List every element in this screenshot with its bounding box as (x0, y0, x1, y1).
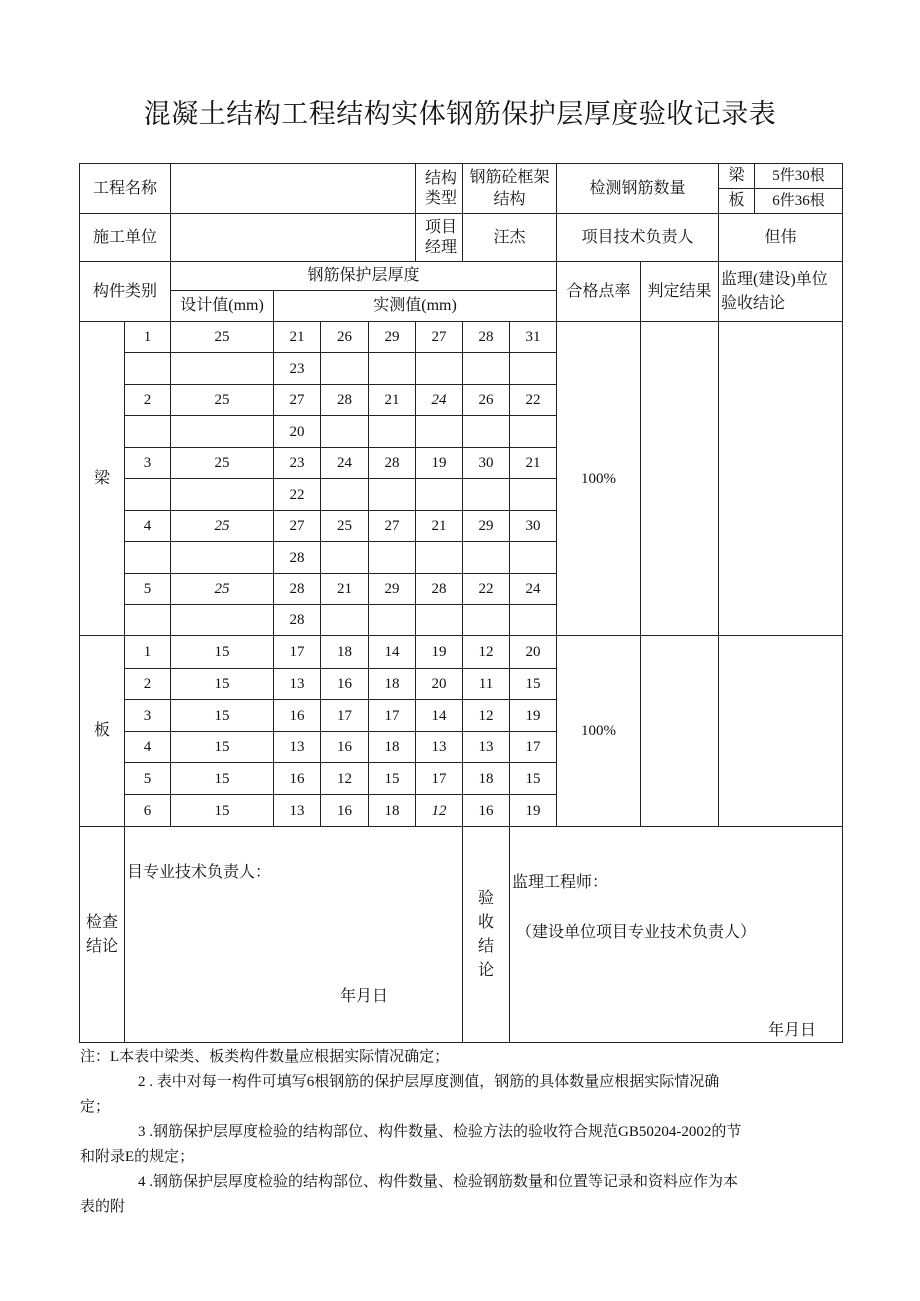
slab-count-value: 6件36根 (772, 193, 825, 209)
measured-value: 13 (274, 795, 321, 827)
measured-value (463, 605, 510, 636)
measured-value: 13 (463, 732, 510, 763)
measured-value: 28 (321, 385, 369, 416)
design-value (171, 353, 274, 385)
design-value: 15 (171, 732, 274, 763)
measured-value: 19 (416, 636, 463, 669)
measured-value: 26 (463, 385, 510, 416)
measured-value: 27 (274, 511, 321, 542)
member-number: 6 (125, 795, 171, 827)
contractor-value (171, 214, 416, 262)
measured-value: 30 (510, 511, 557, 542)
measured-value: 30 (463, 448, 510, 479)
member-number: 2 (125, 669, 171, 700)
check-conclusion-label: 检查结论 (80, 827, 125, 1043)
acceptance-conclusion-cell (510, 827, 843, 1043)
measured-value: 22 (463, 574, 510, 605)
measured-value: 28 (274, 574, 321, 605)
design-value-header: 设计值(mm) (171, 291, 274, 322)
measured-value: 28 (274, 605, 321, 636)
measured-value (463, 353, 510, 385)
measured-value (369, 479, 416, 511)
note-line: 注：L本表中梁类、板类构件数量应根据实际情况确定； (80, 1049, 450, 1065)
measured-value: 22 (510, 385, 557, 416)
table-row (80, 322, 843, 353)
measured-value: 18 (321, 636, 369, 669)
slab-category-label: 板 (80, 636, 125, 827)
design-value: 25 (171, 322, 274, 353)
measured-value: 17 (510, 732, 557, 763)
member-number: 2 (125, 385, 171, 416)
measured-value (416, 479, 463, 511)
measured-value: 24 (510, 574, 557, 605)
measured-value: 27 (416, 322, 463, 353)
measured-value: 13 (274, 732, 321, 763)
design-value: 15 (171, 636, 274, 669)
beam-judgement (641, 322, 719, 636)
measured-value: 21 (321, 574, 369, 605)
pass-rate-header: 合格点率 (557, 262, 641, 322)
member-number (125, 605, 171, 636)
measured-value: 31 (510, 322, 557, 353)
beam-count-label: 梁 (719, 164, 755, 188)
measured-value (463, 479, 510, 511)
measured-value: 21 (274, 322, 321, 353)
measured-value (416, 542, 463, 574)
date-right: 年月日 (768, 1022, 817, 1039)
measured-value: 21 (369, 385, 416, 416)
measured-value: 12 (463, 700, 510, 732)
measured-value: 28 (369, 448, 416, 479)
measured-value: 19 (510, 700, 557, 732)
beam-supervisor-conclusion (719, 322, 843, 636)
design-value (171, 542, 274, 574)
measured-value: 17 (369, 700, 416, 732)
pm-label: 项目经理 (416, 214, 463, 262)
slab-pass-rate: 100% (557, 636, 641, 827)
tech-lead-value: 但伟 (719, 214, 843, 262)
measured-value: 29 (463, 511, 510, 542)
member-number: 5 (125, 763, 171, 795)
date-left: 年月日 (340, 988, 389, 1005)
measured-value: 15 (369, 763, 416, 795)
measured-value: 17 (321, 700, 369, 732)
table-row (80, 636, 843, 669)
measured-value (369, 605, 416, 636)
page-title: 混凝土结构工程结构实体钢筋保护层厚度验收记录表 (143, 99, 777, 129)
measured-value: 14 (416, 700, 463, 732)
measured-value: 20 (274, 416, 321, 448)
measured-value: 12 (416, 795, 463, 827)
measured-value: 13 (274, 669, 321, 700)
judgement-header: 判定结果 (641, 262, 719, 322)
measured-value: 29 (369, 322, 416, 353)
measured-value (416, 605, 463, 636)
member-number (125, 542, 171, 574)
measured-value: 16 (321, 795, 369, 827)
measured-value-header: 实测值(mm) (274, 291, 557, 322)
beam-category-label: 梁 (80, 322, 125, 636)
note-line: 3 .钢筋保护层厚度检验的结构部位、构件数量、检验方法的验收符合规范GB50204-2002的节 (138, 1124, 742, 1140)
design-value (171, 605, 274, 636)
measured-value: 18 (463, 763, 510, 795)
design-value: 25 (171, 385, 274, 416)
structure-type-label: 结构类型 (416, 164, 463, 214)
owner-sign-label: （建设单位项目专业技术负责人） (516, 924, 757, 941)
measured-value: 28 (463, 322, 510, 353)
measured-value: 15 (510, 669, 557, 700)
measured-value (416, 416, 463, 448)
design-value: 15 (171, 763, 274, 795)
measured-value (510, 416, 557, 448)
measured-value: 19 (510, 795, 557, 827)
measured-value: 16 (274, 763, 321, 795)
note-line: 表的附 (80, 1199, 126, 1215)
measured-value: 16 (321, 669, 369, 700)
structure-type-value: 钢筋砼框架结构 (463, 164, 557, 214)
measured-value: 27 (369, 511, 416, 542)
member-number (125, 416, 171, 448)
member-number: 5 (125, 574, 171, 605)
project-name-label: 工程名称 (80, 164, 171, 214)
slab-supervisor-conclusion (719, 636, 843, 827)
notes (80, 1045, 840, 1220)
member-number: 4 (125, 732, 171, 763)
acceptance-conclusion-label: 验收结论 (463, 827, 510, 1043)
measured-value: 20 (510, 636, 557, 669)
beam-count-cell (719, 164, 843, 189)
measured-value: 25 (321, 511, 369, 542)
supervisor-conclusion-header: 监理(建设)单位验收结论 (719, 262, 843, 322)
slab-count-label: 板 (719, 189, 755, 213)
measured-value: 18 (369, 732, 416, 763)
member-number (125, 479, 171, 511)
measured-value: 18 (369, 669, 416, 700)
measured-value (321, 605, 369, 636)
measured-value: 24 (321, 448, 369, 479)
note-line: 4 .钢筋保护层厚度检验的结构部位、构件数量、检验钢筋数量和位置等记录和资料应作为本 (138, 1174, 739, 1190)
design-value (171, 479, 274, 511)
tech-lead-sign-label: 目专业技术负责人： (127, 864, 272, 881)
measured-value: 17 (274, 636, 321, 669)
measured-value: 29 (369, 574, 416, 605)
measured-value: 20 (416, 669, 463, 700)
measured-value: 15 (510, 763, 557, 795)
design-value: 25 (171, 448, 274, 479)
measured-value (369, 353, 416, 385)
slab-count-cell (719, 189, 843, 214)
measured-value: 28 (416, 574, 463, 605)
pm-value: 汪杰 (463, 214, 557, 262)
measured-value: 18 (369, 795, 416, 827)
measured-value (416, 353, 463, 385)
measured-value (321, 353, 369, 385)
project-name-value (171, 164, 416, 214)
design-value: 25 (171, 511, 274, 542)
beam-pass-rate: 100% (557, 322, 641, 636)
design-value (171, 416, 274, 448)
measured-value: 12 (321, 763, 369, 795)
measured-value: 11 (463, 669, 510, 700)
beam-count-value: 5件30根 (772, 168, 825, 184)
measured-value: 21 (416, 511, 463, 542)
note-line: 和附录E的规定； (80, 1149, 195, 1165)
measured-value (369, 542, 416, 574)
tech-lead-label: 项目技术负责人 (557, 214, 719, 262)
design-value: 15 (171, 795, 274, 827)
slab-judgement (641, 636, 719, 827)
member-number (125, 353, 171, 385)
slab-section (80, 636, 843, 827)
measured-value: 28 (274, 542, 321, 574)
note-line: 定； (80, 1099, 111, 1115)
measured-value: 12 (463, 636, 510, 669)
member-number: 4 (125, 511, 171, 542)
measured-value: 21 (510, 448, 557, 479)
member-number: 1 (125, 322, 171, 353)
supervisor-sign-label: 监理工程师： (512, 874, 609, 891)
measured-value: 13 (416, 732, 463, 763)
measured-value (510, 605, 557, 636)
measured-value: 24 (416, 385, 463, 416)
cover-thickness-header: 钢筋保护层厚度 (171, 262, 557, 291)
measured-value: 26 (321, 322, 369, 353)
component-type-header: 构件类别 (80, 262, 171, 322)
design-value: 25 (171, 574, 274, 605)
design-value: 15 (171, 700, 274, 732)
measured-value: 23 (274, 353, 321, 385)
measured-value (321, 479, 369, 511)
measured-value (321, 542, 369, 574)
measured-value (510, 542, 557, 574)
measured-value: 23 (274, 448, 321, 479)
member-number: 3 (125, 448, 171, 479)
measured-value: 16 (463, 795, 510, 827)
design-value: 15 (171, 669, 274, 700)
measured-value (510, 479, 557, 511)
note-line: 2 . 表中对每一构件可填写6根钢筋的保护层厚度测值，钢筋的具体数量应根据实际情况确 (138, 1074, 720, 1090)
measured-value: 14 (369, 636, 416, 669)
measured-value (463, 416, 510, 448)
measured-value: 16 (321, 732, 369, 763)
measured-value: 17 (416, 763, 463, 795)
member-number: 3 (125, 700, 171, 732)
member-number: 1 (125, 636, 171, 669)
beam-section (80, 322, 843, 636)
measured-value: 27 (274, 385, 321, 416)
contractor-label: 施工单位 (80, 214, 171, 262)
measured-value: 22 (274, 479, 321, 511)
record-table (79, 163, 843, 1043)
measured-value (321, 416, 369, 448)
check-conclusion-cell (125, 827, 463, 1043)
detect-count-label: 检测钢筋数量 (557, 164, 719, 214)
measured-value (463, 542, 510, 574)
measured-value (369, 416, 416, 448)
measured-value: 16 (274, 700, 321, 732)
measured-value (510, 353, 557, 385)
measured-value: 19 (416, 448, 463, 479)
